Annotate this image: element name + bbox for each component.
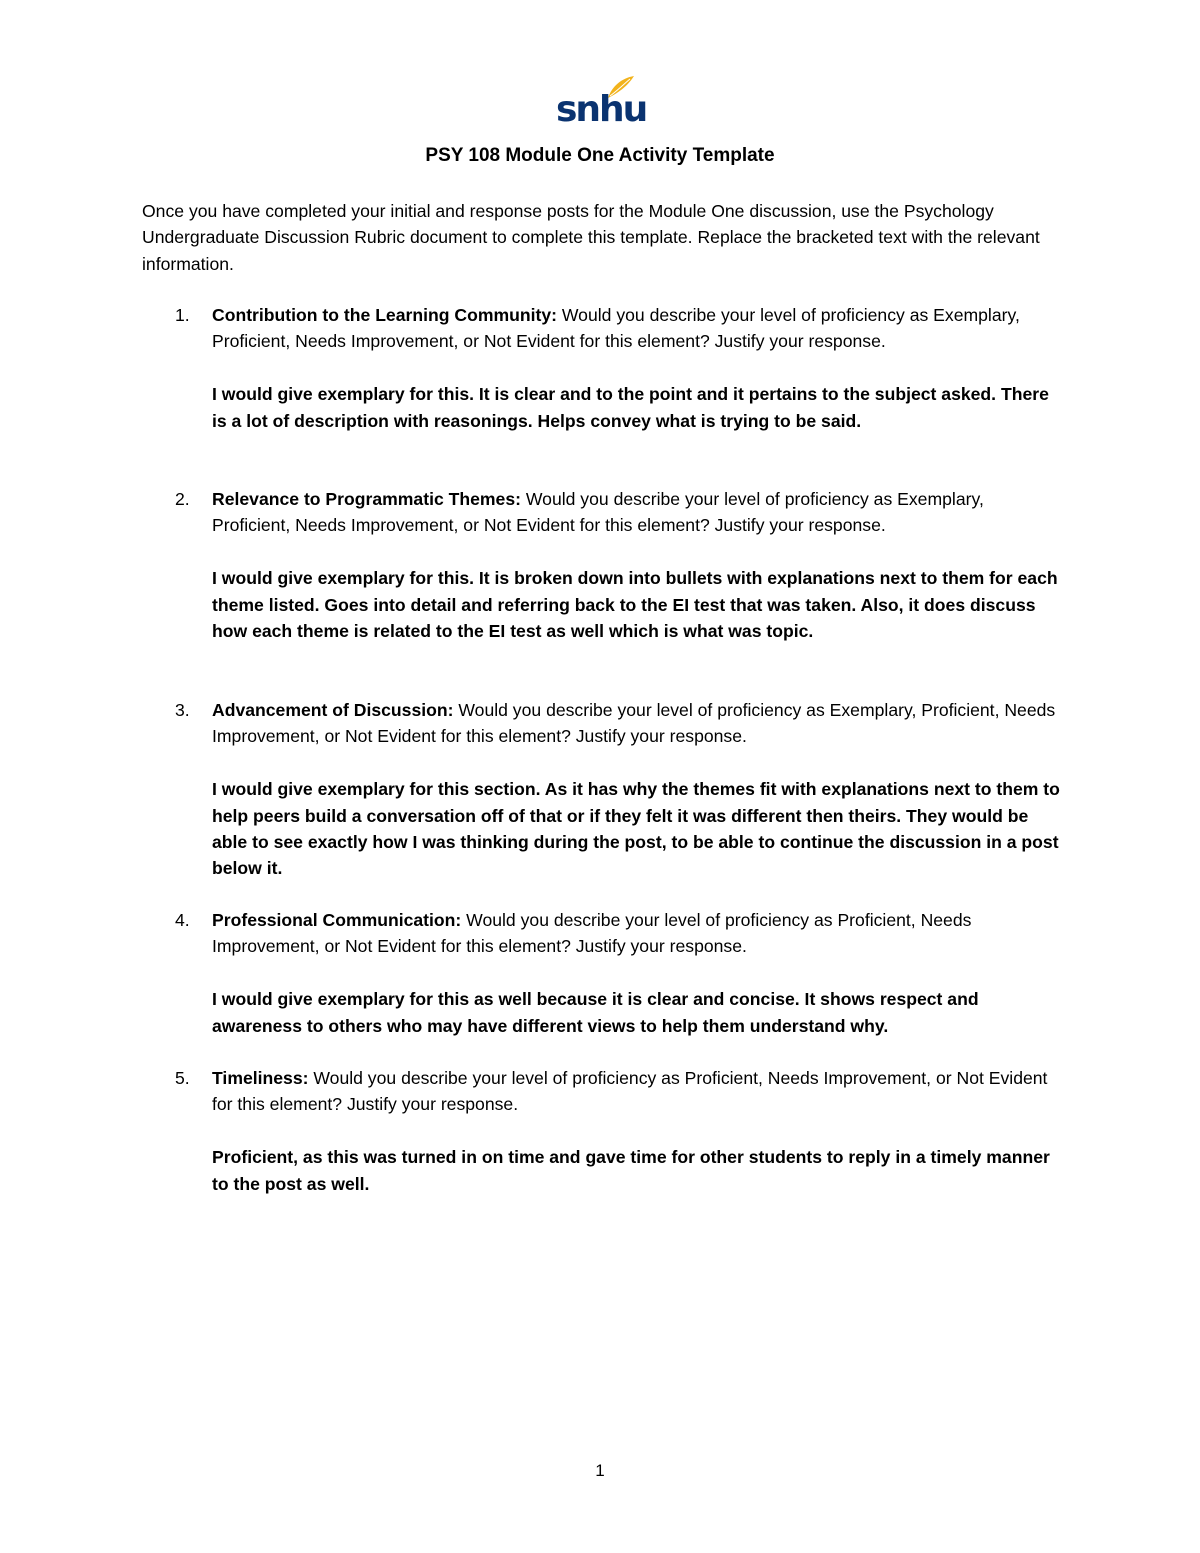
item-heading: Professional Communication: xyxy=(212,910,462,930)
item-question: Would you describe your level of proficiency as Proficient, Needs Improvement, or Not Evident for this element? Justify your response. xyxy=(212,910,972,957)
item-body xyxy=(212,302,1062,434)
list-item xyxy=(142,486,1062,644)
item-body xyxy=(212,697,1062,882)
item-answer: I would give exemplary for this section. As it has why the themes fit with explanations next to them to help peers build a conversation off of that or if they felt it was different then theirs. They would be able to see exactly how I was thinking during the post, to be able to continue the discussion in a post below it. xyxy=(212,779,1060,879)
item-question: Would you describe your level of proficiency as Proficient, Needs Improvement, or Not Evident for this element? Justify your response. xyxy=(212,1068,1048,1115)
item-prompt xyxy=(212,697,1062,750)
item-prompt xyxy=(212,302,1062,355)
item-number: 1. xyxy=(175,305,190,325)
list-item xyxy=(142,697,1062,882)
item-heading: Timeliness: xyxy=(212,1068,309,1088)
item-number: 4. xyxy=(175,910,190,930)
item-number: 2. xyxy=(175,489,190,509)
item-question: Would you describe your level of proficiency as Exemplary, Proficient, Needs Improvement, or Not Evident for this element? Justify your response. xyxy=(212,700,1056,747)
document-title: PSY 108 Module One Activity Template xyxy=(425,145,775,166)
list-item xyxy=(142,907,1062,1039)
item-body xyxy=(212,486,1062,644)
item-heading: Relevance to Programmatic Themes: xyxy=(212,489,521,509)
intro-paragraph: Once you have completed your initial and response posts for the Module One discussion, use the Psychology Undergraduate Discussion Rubric document to complete this template. Replace the bracketed text with the relevant information. xyxy=(142,201,1040,274)
item-body xyxy=(212,907,1062,1039)
item-question: Would you describe your level of proficiency as Exemplary, Proficient, Needs Improvement, or Not Evident for this element? Justify your response. xyxy=(212,489,984,536)
item-prompt xyxy=(212,907,1062,960)
list-item xyxy=(142,302,1062,434)
list-item xyxy=(142,1065,1062,1197)
item-question: Would you describe your level of proficiency as Exemplary, Proficient, Needs Improvement, or Not Evident for this element? Justify your response. xyxy=(212,305,1020,352)
item-answer: I would give exemplary for this as well because it is clear and concise. It shows respect and awareness to others who may have different views to help them understand why. xyxy=(212,989,979,1036)
page-number: 1 xyxy=(595,1461,605,1480)
item-answer: Proficient, as this was turned in on time and gave time for other students to reply in a timely manner to the post as well. xyxy=(212,1147,1050,1194)
item-number: 3. xyxy=(175,700,190,720)
item-prompt xyxy=(212,486,1062,539)
item-answer: I would give exemplary for this. It is broken down into bullets with explanations next to them for each theme listed. Goes into detail and referring back to the EI test that was taken. Also, it does discuss how each theme is related to the EI test as well which is what was topic. xyxy=(212,568,1058,642)
item-prompt xyxy=(212,1065,1062,1118)
snhu-logo xyxy=(556,74,647,132)
item-heading: Advancement of Discussion: xyxy=(212,700,454,720)
logo-text: snhu xyxy=(556,89,647,130)
item-heading: Contribution to the Learning Community: xyxy=(212,305,557,325)
item-body xyxy=(212,1065,1062,1197)
item-number: 5. xyxy=(175,1068,190,1088)
item-answer: I would give exemplary for this. It is clear and to the point and it pertains to the subject asked. There is a lot of description with reasonings. Helps convey what is trying to be said. xyxy=(212,384,1049,431)
